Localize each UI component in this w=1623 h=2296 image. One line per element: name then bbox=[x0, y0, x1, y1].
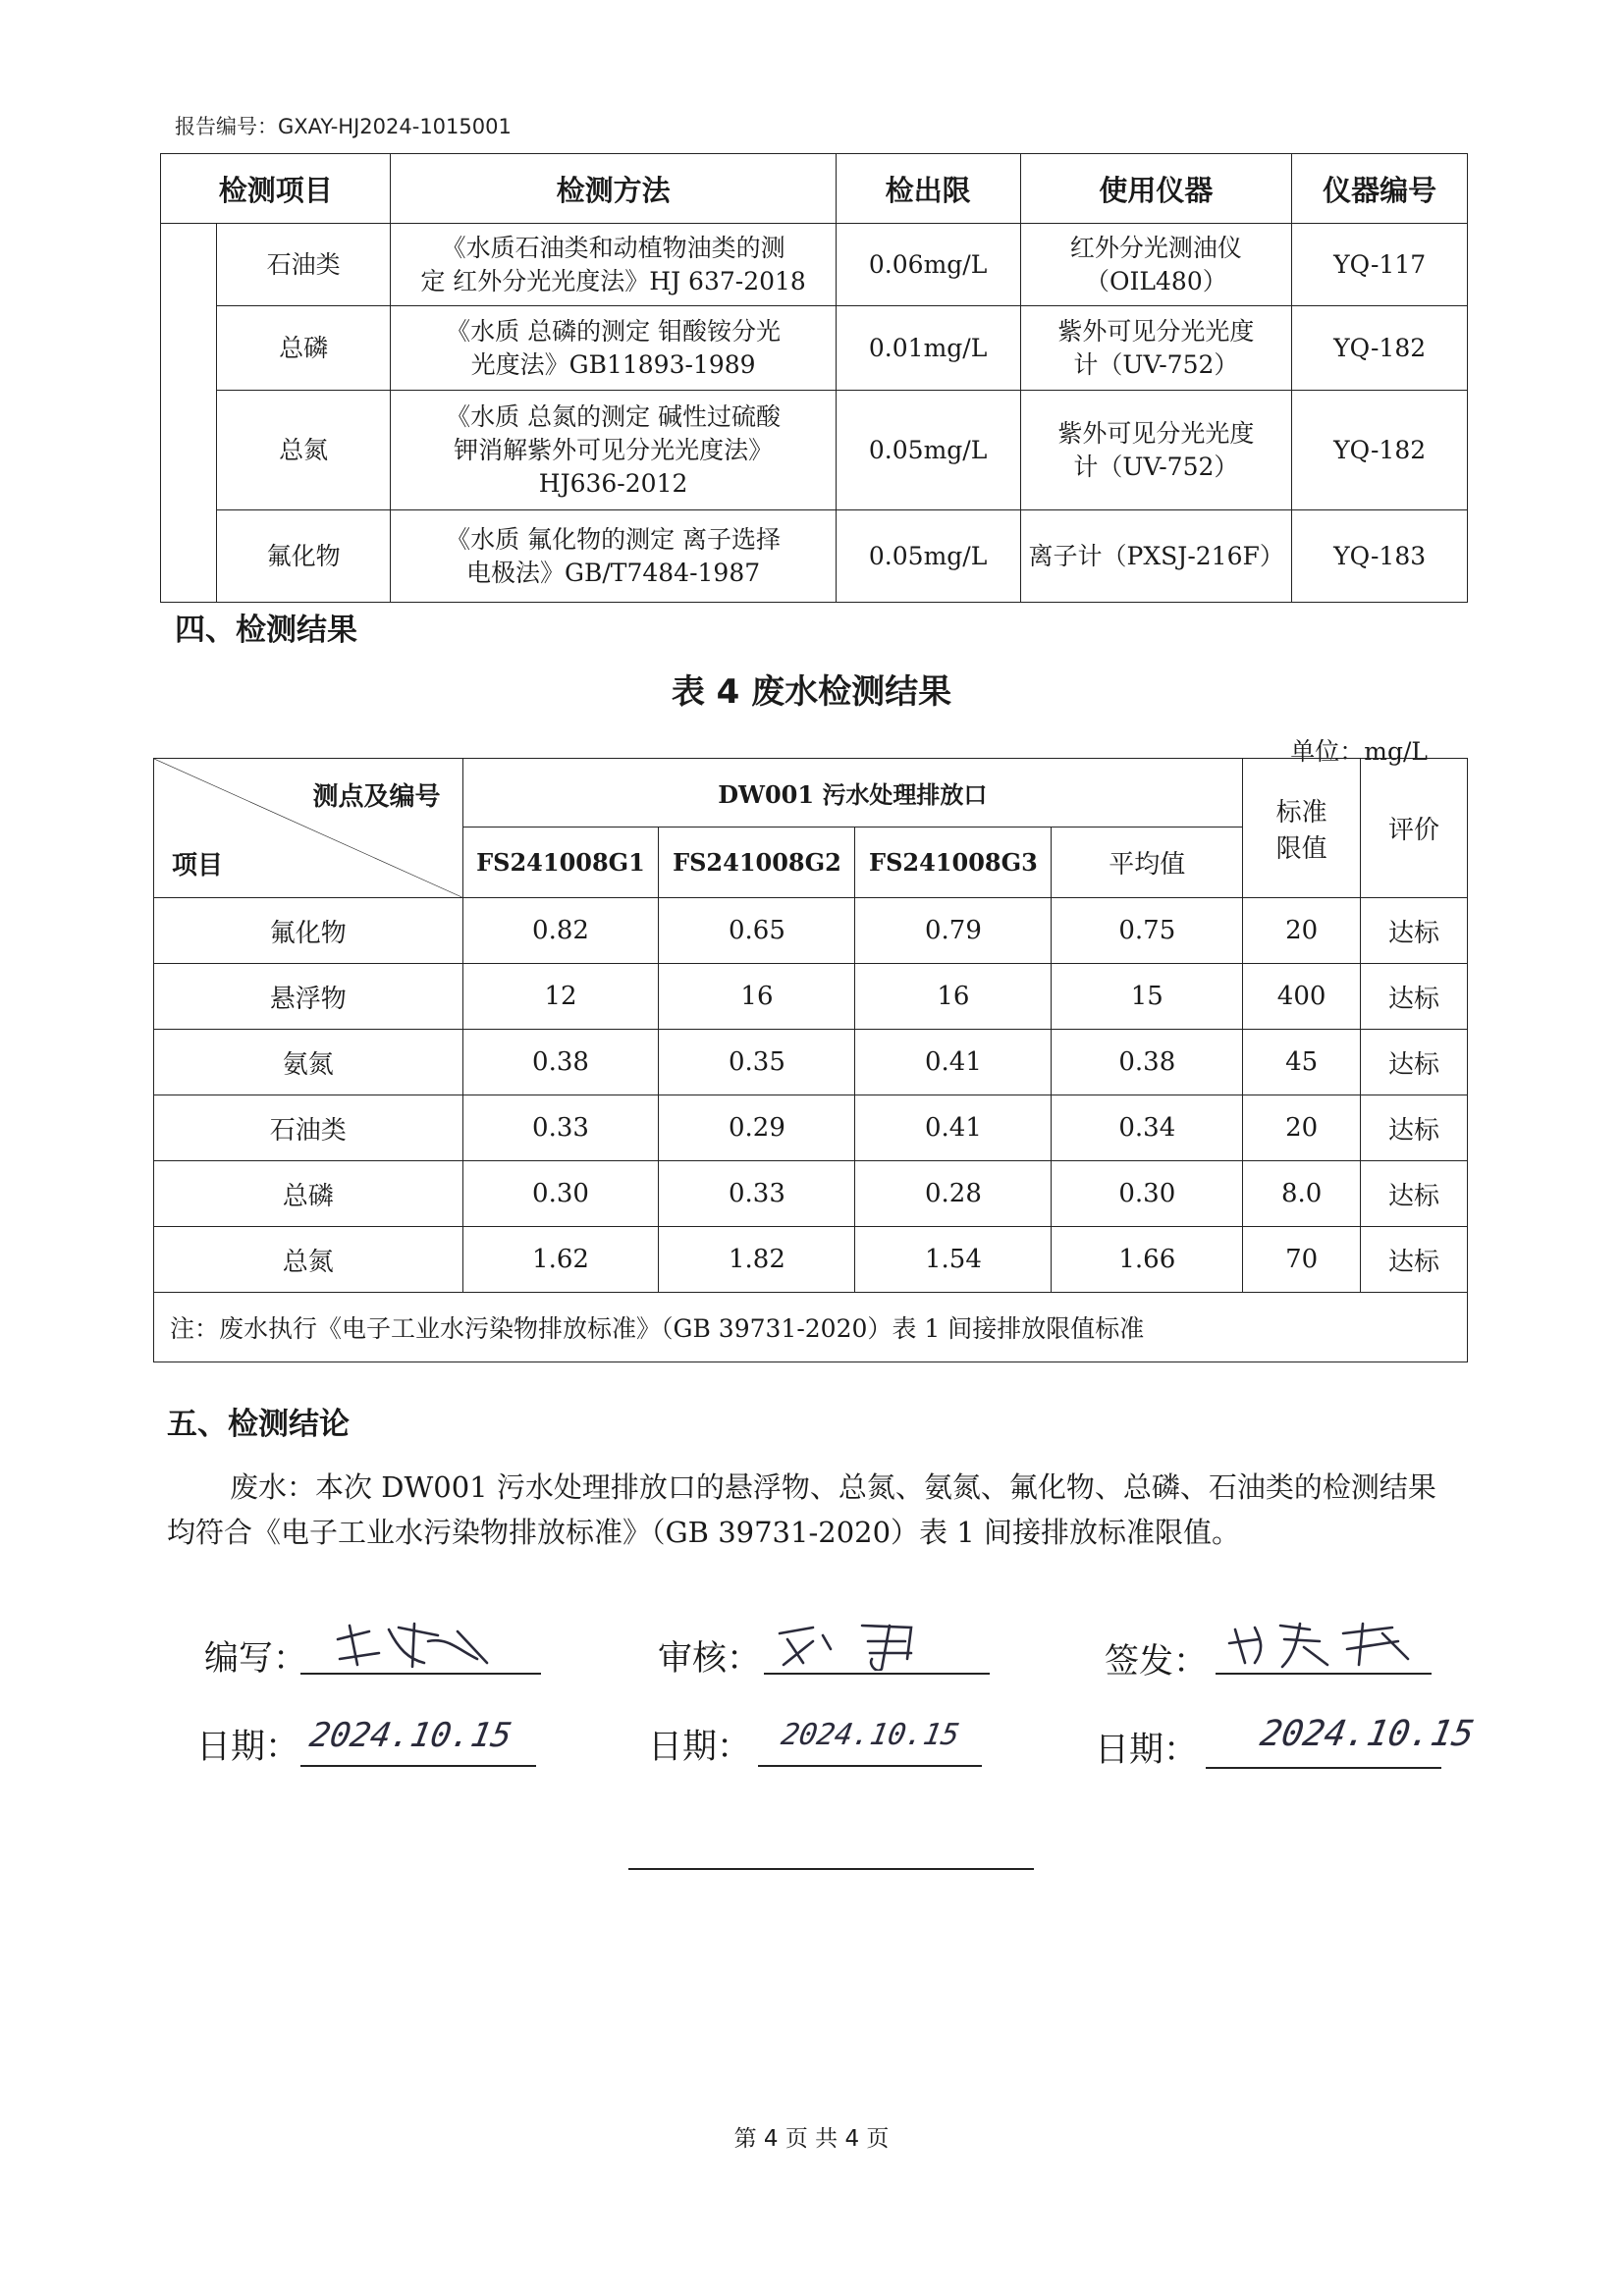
detection-limit: 0.01mg/L bbox=[836, 306, 1020, 391]
result-average: 15 bbox=[1052, 964, 1243, 1030]
result-average: 0.34 bbox=[1052, 1095, 1243, 1161]
result-item: 总氮 bbox=[154, 1227, 463, 1293]
result-value: 0.35 bbox=[659, 1030, 855, 1095]
result-value: 16 bbox=[855, 964, 1052, 1030]
header-instrument-code: 仪器编号 bbox=[1292, 154, 1468, 224]
result-item: 总磷 bbox=[154, 1161, 463, 1227]
result-row bbox=[154, 964, 1468, 1030]
methods-table bbox=[160, 153, 1468, 603]
location-header: DW001 污水处理排放口 bbox=[462, 759, 1243, 828]
writer-date-label: 日期： bbox=[196, 1728, 300, 1767]
result-evaluation: 达标 bbox=[1361, 898, 1468, 964]
results-header-row-1 bbox=[154, 759, 1468, 828]
result-value: 0.33 bbox=[462, 1095, 659, 1161]
result-value: 0.33 bbox=[659, 1161, 855, 1227]
result-value: 16 bbox=[659, 964, 855, 1030]
result-value: 12 bbox=[462, 964, 659, 1030]
result-value: 0.79 bbox=[855, 898, 1052, 964]
result-average: 0.75 bbox=[1052, 898, 1243, 964]
table-note: 注：废水执行《电子工业水污染物排放标准》（GB 39731-2020）表 1 间接排放限值标准 bbox=[154, 1293, 1468, 1362]
result-limit: 8.0 bbox=[1243, 1161, 1361, 1227]
instrument: 紫外可见分光光度 计（UV-752） bbox=[1020, 306, 1292, 391]
result-evaluation: 达标 bbox=[1361, 1161, 1468, 1227]
reviewer-label: 审核： bbox=[658, 1639, 762, 1679]
end-rule bbox=[628, 1868, 1034, 1870]
evaluation-header: 评价 bbox=[1361, 759, 1468, 898]
instrument-code: YQ-182 bbox=[1292, 391, 1468, 510]
row-group-stub bbox=[161, 224, 217, 603]
result-value: 0.82 bbox=[462, 898, 659, 964]
reviewer-signature bbox=[774, 1620, 950, 1671]
result-item: 石油类 bbox=[154, 1095, 463, 1161]
header-limit: 检出限 bbox=[836, 154, 1020, 224]
method-standard: 《水质 氟化物的测定 离子选择 电极法》GB/T7484-1987 bbox=[391, 510, 836, 603]
writer-signature-line bbox=[300, 1620, 541, 1675]
method-row bbox=[161, 391, 1468, 510]
result-average: 0.38 bbox=[1052, 1030, 1243, 1095]
header-instrument: 使用仪器 bbox=[1020, 154, 1292, 224]
method-standard: 《水质石油类和动植物油类的测 定 红外分光光度法》HJ 637-2018 bbox=[391, 224, 836, 306]
result-limit: 45 bbox=[1243, 1030, 1361, 1095]
issuer-date-label: 日期： bbox=[1095, 1731, 1199, 1770]
result-item: 氟化物 bbox=[154, 898, 463, 964]
issuer-label: 签发： bbox=[1105, 1642, 1209, 1682]
reviewer-date-label: 日期： bbox=[648, 1728, 752, 1767]
result-row bbox=[154, 898, 1468, 964]
methods-header-row bbox=[161, 154, 1468, 224]
method-row bbox=[161, 306, 1468, 391]
result-limit: 20 bbox=[1243, 1095, 1361, 1161]
report-number: 报告编号：GXAY-HJ2024-1015001 bbox=[175, 115, 512, 138]
result-value: 0.65 bbox=[659, 898, 855, 964]
result-value: 1.54 bbox=[855, 1227, 1052, 1293]
result-value: 0.28 bbox=[855, 1161, 1052, 1227]
detection-limit: 0.05mg/L bbox=[836, 510, 1020, 603]
header-item: 检测项目 bbox=[161, 154, 391, 224]
result-value: 0.41 bbox=[855, 1030, 1052, 1095]
result-evaluation: 达标 bbox=[1361, 1227, 1468, 1293]
header-method: 检测方法 bbox=[391, 154, 836, 224]
result-row bbox=[154, 1161, 1468, 1227]
reviewer-signature-line bbox=[764, 1620, 990, 1675]
result-row bbox=[154, 1030, 1468, 1095]
note-row bbox=[154, 1293, 1468, 1362]
section-5-title: 五、检测结论 bbox=[167, 1407, 350, 1442]
reviewer-date-line bbox=[758, 1710, 982, 1767]
issuer-signature bbox=[1225, 1620, 1422, 1671]
method-item: 石油类 bbox=[216, 224, 391, 306]
result-item: 氨氮 bbox=[154, 1030, 463, 1095]
results-table bbox=[153, 758, 1468, 1362]
result-average: 0.30 bbox=[1052, 1161, 1243, 1227]
result-item: 悬浮物 bbox=[154, 964, 463, 1030]
page-footer: 第 4 页 共 4 页 bbox=[733, 2126, 890, 2152]
result-row bbox=[154, 1095, 1468, 1161]
result-value: 0.30 bbox=[462, 1161, 659, 1227]
method-standard: 《水质 总氮的测定 碱性过硫酸 钾消解紫外可见分光光度法》 HJ636-2012 bbox=[391, 391, 836, 510]
writer-signature bbox=[330, 1620, 507, 1671]
method-item: 总磷 bbox=[216, 306, 391, 391]
method-row bbox=[161, 224, 1468, 306]
instrument-code: YQ-117 bbox=[1292, 224, 1468, 306]
result-average: 1.66 bbox=[1052, 1227, 1243, 1293]
method-row bbox=[161, 510, 1468, 603]
instrument-code: YQ-183 bbox=[1292, 510, 1468, 603]
table-caption: 表 4 废水检测结果 bbox=[671, 672, 952, 712]
result-value: 0.29 bbox=[659, 1095, 855, 1161]
writer-date-line bbox=[300, 1710, 536, 1767]
writer-label: 编写： bbox=[204, 1639, 308, 1679]
detection-limit: 0.06mg/L bbox=[836, 224, 1020, 306]
instrument: 离子计（PXSJ-216F） bbox=[1020, 510, 1292, 603]
sample-header: FS241008G2 bbox=[659, 828, 855, 898]
result-evaluation: 达标 bbox=[1361, 1095, 1468, 1161]
writer-date: 2024.10.15 bbox=[306, 1716, 515, 1755]
diag-label-item: 项目 bbox=[172, 851, 224, 881]
diag-label-location: 测点及编号 bbox=[312, 782, 441, 812]
average-header: 平均值 bbox=[1052, 828, 1243, 898]
instrument: 红外分光测油仪 （OIL480） bbox=[1020, 224, 1292, 306]
issuer-date-line bbox=[1206, 1712, 1478, 1769]
result-evaluation: 达标 bbox=[1361, 1030, 1468, 1095]
reviewer-date: 2024.10.15 bbox=[778, 1718, 962, 1752]
method-item: 氟化物 bbox=[216, 510, 391, 603]
issuer-signature-line bbox=[1216, 1620, 1432, 1675]
result-value: 1.82 bbox=[659, 1227, 855, 1293]
unit-label: 单位：mg/L bbox=[1290, 737, 1428, 766]
result-value: 0.38 bbox=[462, 1030, 659, 1095]
result-limit: 400 bbox=[1243, 964, 1361, 1030]
section-4-title: 四、检测结果 bbox=[175, 613, 357, 648]
result-row bbox=[154, 1227, 1468, 1293]
result-evaluation: 达标 bbox=[1361, 964, 1468, 1030]
instrument: 紫外可见分光光度 计（UV-752） bbox=[1020, 391, 1292, 510]
standard-limit-header: 标准 限值 bbox=[1243, 759, 1361, 898]
detection-limit: 0.05mg/L bbox=[836, 391, 1020, 510]
result-value: 1.62 bbox=[462, 1227, 659, 1293]
method-standard: 《水质 总磷的测定 钼酸铵分光 光度法》GB11893-1989 bbox=[391, 306, 836, 391]
result-limit: 20 bbox=[1243, 898, 1361, 964]
issuer-date: 2024.10.15 bbox=[1257, 1714, 1478, 1754]
result-value: 0.41 bbox=[855, 1095, 1052, 1161]
conclusion-text: 废水：本次 DW001 污水处理排放口的悬浮物、总氮、氨氮、氟化物、总磷、石油类的检测结果均符合《电子工业水污染物排放标准》（GB 39731-2020）表 1 间接排放标准限值。 bbox=[167, 1470, 1436, 1549]
sample-header: FS241008G3 bbox=[855, 828, 1052, 898]
instrument-code: YQ-182 bbox=[1292, 306, 1468, 391]
method-item: 总氮 bbox=[216, 391, 391, 510]
diagonal-header-cell bbox=[154, 759, 463, 898]
sample-header: FS241008G1 bbox=[462, 828, 659, 898]
result-limit: 70 bbox=[1243, 1227, 1361, 1293]
